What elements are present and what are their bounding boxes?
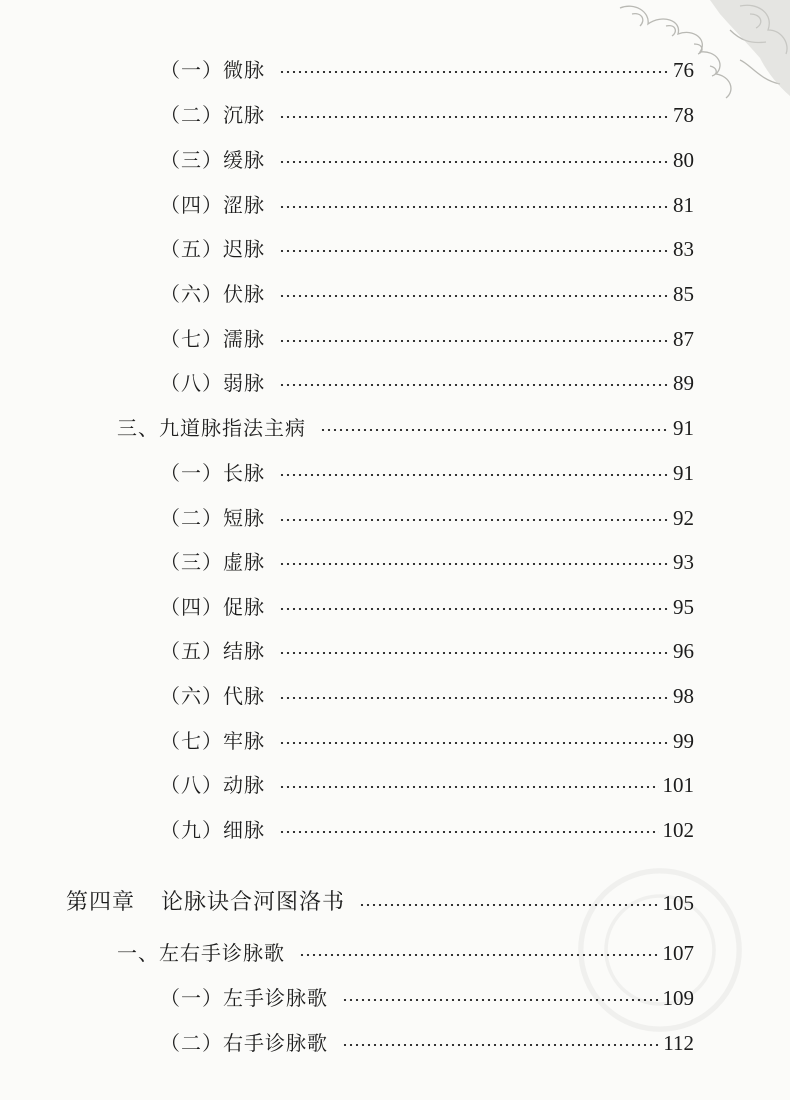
toc-entry-label	[160, 279, 265, 309]
toc-page-number: 91	[673, 461, 694, 485]
dot-leader	[279, 116, 668, 118]
toc-page-number: 95	[673, 595, 694, 619]
toc-page-number: 93	[673, 550, 694, 574]
toc-entry-label	[160, 681, 265, 711]
dot-leader	[279, 831, 659, 833]
toc-entry-label	[160, 636, 265, 666]
toc-entry[interactable]	[160, 592, 694, 622]
toc-entry[interactable]	[160, 547, 694, 577]
toc-entry-number: （四）	[160, 193, 223, 217]
toc-page-number: 99	[673, 729, 694, 753]
toc-entry-title: 论脉诀合河图洛书	[161, 890, 346, 915]
toc-entry[interactable]	[160, 983, 694, 1013]
toc-entry-title: 短脉	[223, 506, 265, 530]
toc-entry-title: 左右手诊脉歌	[159, 941, 285, 965]
toc-entry-label	[160, 368, 265, 398]
toc-page-number: 102	[662, 818, 694, 842]
toc-entry-title: 右手诊脉歌	[223, 1031, 328, 1055]
toc-page-number: 89	[673, 371, 694, 395]
toc-entry-title: 缓脉	[223, 148, 265, 172]
toc-entry-title: 沉脉	[223, 103, 265, 127]
toc-page-number: 81	[673, 193, 694, 217]
toc-entry[interactable]	[160, 636, 694, 666]
toc-entry-label	[160, 1028, 328, 1058]
toc-entry-label	[160, 100, 265, 130]
toc-page-number: 112	[663, 1031, 694, 1055]
toc-entry-label	[160, 324, 265, 354]
toc-entry-number: （四）	[160, 595, 223, 619]
toc-entry-label	[160, 770, 265, 800]
toc-entry-number: 一、	[117, 941, 159, 965]
toc-entry-label	[160, 547, 265, 577]
dot-leader	[299, 954, 659, 956]
toc-entry[interactable]	[160, 190, 694, 220]
toc-entry-title: 牢脉	[223, 729, 265, 753]
dot-leader	[279, 786, 659, 788]
toc-entry-title: 动脉	[223, 773, 265, 797]
toc-page-number: 91	[673, 416, 694, 440]
toc-entry[interactable]	[160, 503, 694, 533]
toc-page-number: 80	[673, 148, 694, 172]
toc-entry-number: （五）	[160, 639, 223, 663]
toc-page-number: 98	[673, 684, 694, 708]
toc-entry-label	[117, 413, 306, 443]
toc-entry[interactable]	[160, 681, 694, 711]
toc-entry-number: （一）	[160, 461, 223, 485]
toc-entry-number: 三、	[117, 416, 159, 440]
toc-entry-label	[117, 938, 285, 968]
toc-entry-title: 微脉	[223, 58, 265, 82]
dot-leader	[342, 1044, 659, 1046]
toc-entry[interactable]	[160, 458, 694, 488]
toc-page-number: 105	[662, 891, 694, 915]
toc-entry-title: 迟脉	[223, 237, 265, 261]
toc-entry[interactable]	[160, 100, 694, 130]
toc-entry[interactable]	[117, 413, 694, 443]
toc-entry[interactable]	[66, 888, 694, 918]
toc-entry[interactable]	[160, 770, 694, 800]
dot-leader	[279, 384, 668, 386]
dot-leader	[279, 608, 668, 610]
toc-entry-title: 细脉	[223, 818, 265, 842]
toc-entry-number: （一）	[160, 58, 223, 82]
toc-entry-number: （二）	[160, 1031, 223, 1055]
toc-entry-title: 代脉	[223, 684, 265, 708]
toc-entry-title: 伏脉	[223, 282, 265, 306]
toc-page-number: 78	[673, 103, 694, 127]
toc-entry[interactable]	[160, 324, 694, 354]
toc-entry-label	[160, 726, 265, 756]
toc-entry-title: 左手诊脉歌	[223, 986, 328, 1010]
toc-page-number: 83	[673, 237, 694, 261]
toc-entry-number: （三）	[160, 148, 223, 172]
toc-entry[interactable]	[160, 1028, 694, 1058]
toc-entry[interactable]	[160, 145, 694, 175]
toc-page-number: 76	[673, 58, 694, 82]
toc-entry-number: （六）	[160, 282, 223, 306]
toc-entry-number: （二）	[160, 103, 223, 127]
dot-leader	[279, 697, 668, 699]
dot-leader	[279, 742, 668, 744]
toc-entry-label	[160, 55, 265, 85]
toc-page-number: 109	[662, 986, 694, 1010]
toc-entry-number: （六）	[160, 684, 223, 708]
toc-page-number: 101	[662, 773, 694, 797]
toc-entry-title: 促脉	[223, 595, 265, 619]
toc-entry-title: 九道脉指法主病	[159, 416, 306, 440]
toc-page-number: 87	[673, 327, 694, 351]
toc-entry-number: （一）	[160, 986, 223, 1010]
toc-entry-number: （五）	[160, 237, 223, 261]
toc-entry-number: 第四章	[66, 890, 136, 915]
toc-entry-number: （二）	[160, 506, 223, 530]
toc-entry-label	[66, 888, 345, 918]
toc-entry-label	[160, 815, 265, 845]
toc-entry-label	[160, 234, 265, 264]
toc-entry-label	[160, 503, 265, 533]
dot-leader	[279, 474, 668, 476]
toc-entry[interactable]	[160, 234, 694, 264]
toc-entry-title: 长脉	[223, 461, 265, 485]
toc-page-number: 107	[662, 941, 694, 965]
toc-entry-number: （三）	[160, 550, 223, 574]
dot-leader	[279, 563, 668, 565]
toc-page-number: 85	[673, 282, 694, 306]
dot-leader	[279, 652, 668, 654]
toc-entry-title: 弱脉	[223, 371, 265, 395]
dot-leader	[279, 340, 668, 342]
dot-leader	[359, 904, 658, 906]
toc-page-number: 96	[673, 639, 694, 663]
toc-entry-number: （七）	[160, 729, 223, 753]
toc-entry-label	[160, 983, 328, 1013]
toc-entry-number: （九）	[160, 818, 223, 842]
dot-leader	[279, 519, 668, 521]
dot-leader	[279, 250, 668, 252]
dot-leader	[279, 295, 668, 297]
toc-entry[interactable]	[160, 279, 694, 309]
dot-leader	[279, 161, 668, 163]
toc-entry-label	[160, 592, 265, 622]
toc-entry-label	[160, 145, 265, 175]
toc-entry[interactable]	[117, 938, 694, 968]
dot-leader	[279, 206, 668, 208]
toc-entry-title: 结脉	[223, 639, 265, 663]
toc-entry-label	[160, 190, 265, 220]
toc-entry-title: 涩脉	[223, 193, 265, 217]
dot-leader	[320, 429, 668, 431]
dot-leader	[342, 999, 659, 1001]
toc-page-number: 92	[673, 506, 694, 530]
toc-entry[interactable]	[160, 55, 694, 85]
toc-entry-number: （八）	[160, 773, 223, 797]
toc-entry-label	[160, 458, 265, 488]
toc-entry[interactable]	[160, 368, 694, 398]
toc-entry-number: （七）	[160, 327, 223, 351]
toc-entry[interactable]	[160, 815, 694, 845]
toc-entry-title: 濡脉	[223, 327, 265, 351]
toc-entry[interactable]	[160, 726, 694, 756]
toc-entry-title: 虚脉	[223, 550, 265, 574]
dot-leader	[279, 71, 668, 73]
toc-entry-number: （八）	[160, 371, 223, 395]
